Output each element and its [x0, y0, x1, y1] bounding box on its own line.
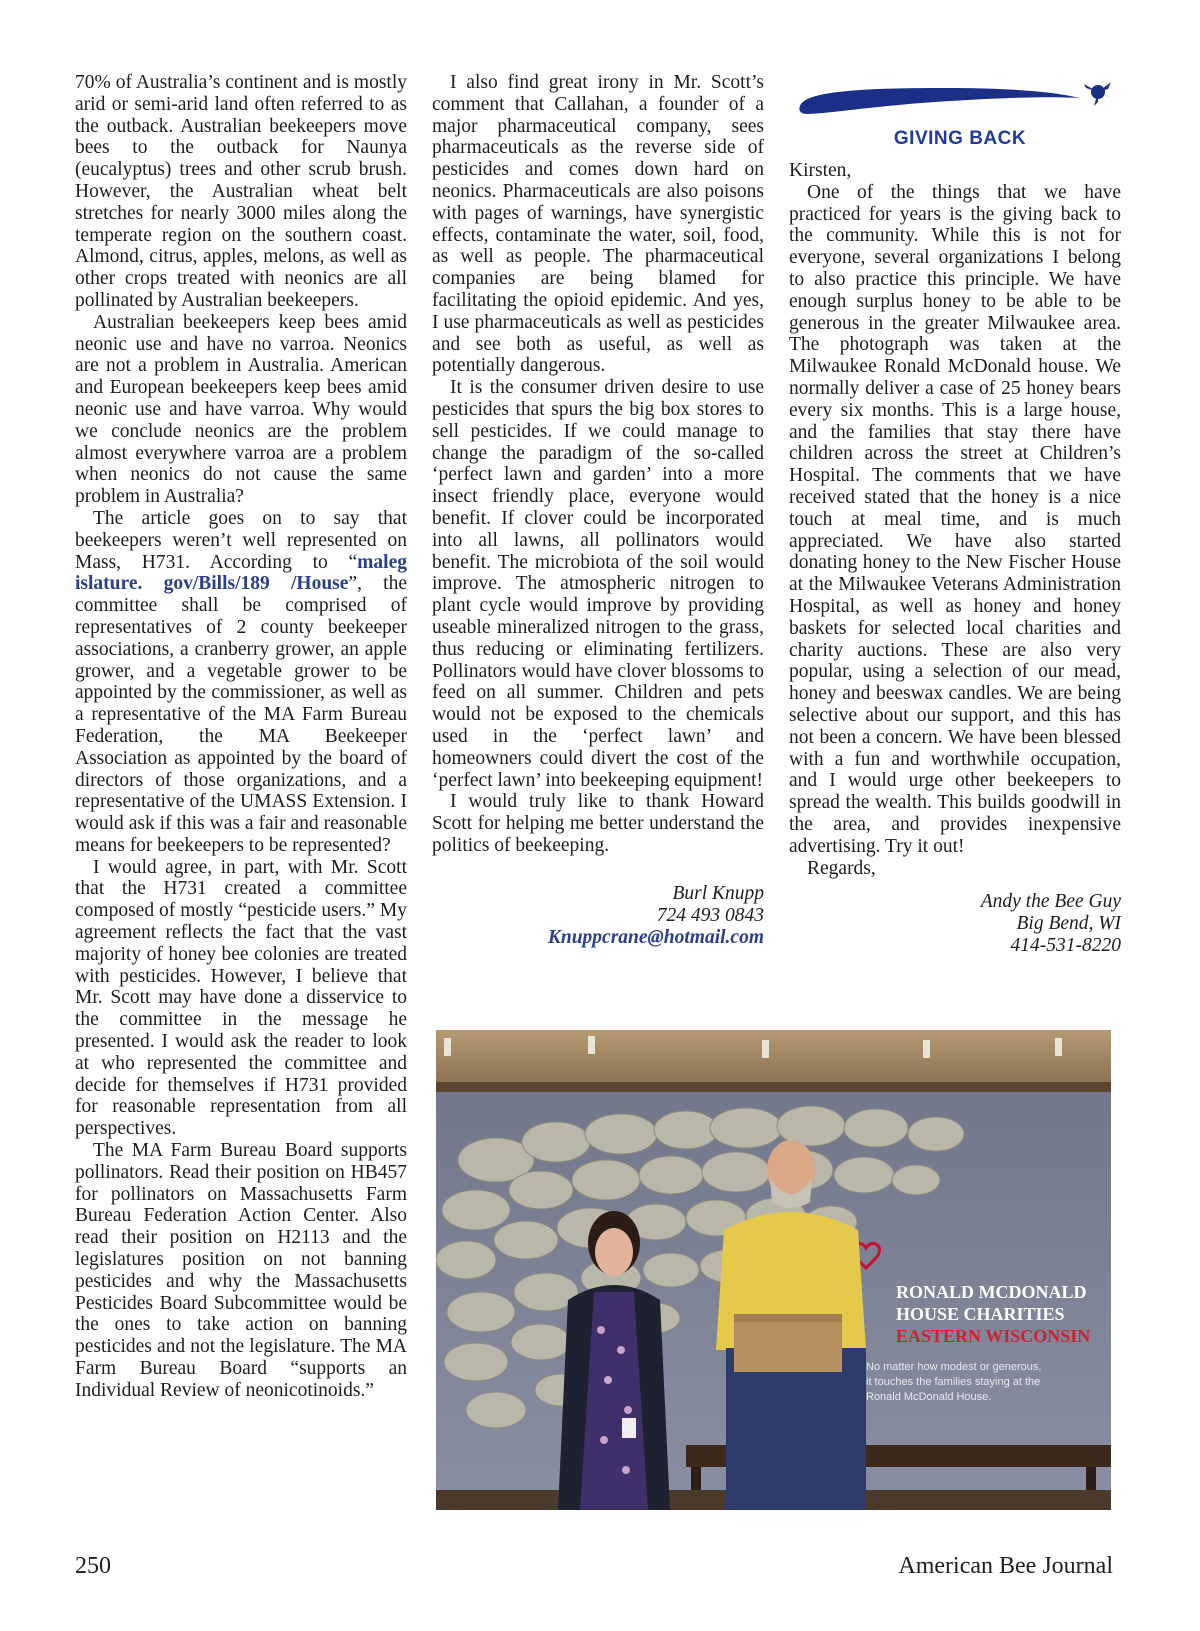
article-column-3 [789, 160, 1121, 957]
sign-line-2: HOUSE CHARITIES [896, 1304, 1065, 1324]
sign-line-1: RONALD MCDONALD [896, 1282, 1087, 1302]
signature-burl-knupp [432, 883, 764, 949]
giving-back-header [795, 74, 1125, 154]
article-column-1 [75, 72, 407, 1402]
page-number: 250 [75, 1553, 111, 1579]
journal-name: American Bee Journal [898, 1553, 1113, 1579]
paragraph: Australian beekeepers keep bees amid neonic use and have no varroa. Neonics are not a problem in Australia. American and European beekeepers keep bees amid neonic use and have varroa. Why would we conclude neonics are the problem almost everywhere varroa are a problem when neonics do not cause the same problem in Australia? [75, 311, 407, 508]
legislature-link[interactable]: maleg islature. gov/Bills/189 /House [75, 551, 407, 595]
salutation: Kirsten, [789, 160, 852, 181]
paragraph-text: ”, the committee shall be comprised of representatives of 2 county beekeeper associations, a cranberry grower, an apple grower, and a vegetable grower to be appointed by the commissioner, as well as a representative of the MA Farm Bureau Federation, the MA Beekeeper Association as appointed by the board of directors of those organizations, and a representative of the UMASS Extension. I would ask if this was a fair and reasonable means for beekeepers to be represented? [75, 573, 408, 856]
paragraph-text: The article goes on to say that beekeepers weren’t well represented on Mass, H731. According to “ [75, 507, 407, 573]
brush-stroke-bee-icon [795, 74, 1125, 124]
signature-andy [789, 891, 1121, 957]
paragraph: One of the things that we have practiced for years is the giving back to the community. While this is not for everyone, several organizations I belong to also practice this principle. We have enough surplus honey to be able to be generous in the greater Milwaukee area. The photograph was taken at the Milwaukee Ronald McDonald house. We normally deliver a case of 25 honey bears every six months. This is a large house, and the families that stay there have children across the street at Children’s Hospital. The comments that we have received stated that the honey is a nice touch at meal time, and is much appreciated. We have also started donating honey to the New Fischer House at the Milwaukee Veterans Administration Hospital, as well as honey and honey baskets for selected local charities and charity auctions. These are also very popular, using a selection of our mead, honey and beeswax candles. We are being selective about our support, and this has not been a concern. We have been blessed with a fun and worthwhile occupation, and I would urge other beekeepers to spread the wealth. This builds goodwill in the area, and provides inexpensive advertising. Try it out! [789, 181, 1121, 857]
sign-tagline-1: No matter how modest or generous, [866, 1361, 1042, 1373]
signature-location: Big Bend, WI [1016, 913, 1121, 935]
paragraph: 70% of Australia’s continent and is mostly arid or semi-arid land often referred to as the outback. Australian beekeepers move bees to the outback for Naunya (eucalyptus) trees and other scrub brush. However, the Australian wheat belt stretches for nearly 3000 miles along the temperate region on the southern coast. Almond, citrus, apples, melons, as well as other crops treated with neonics are all pollinated by Australian beekeepers. [75, 72, 407, 311]
signature-name: Andy the Bee Guy [980, 891, 1121, 913]
paragraph: I would agree, in part, with Mr. Scott that the H731 created a committee composed of mostly “pesticide users.” My agreement reflects the fact that the vast majority of honey bee colonies are treated with pesticides. However, I believe that Mr. Scott may have done a disservice to the committee in the message he presented. I would ask the reader to look at who represented the committee and decide for themselves if H731 provided for reasonable representation from all perspectives. [75, 856, 407, 1140]
paragraph: I would truly like to thank Howard Scott for helping me better understand the politics of beekeeping. [432, 791, 764, 856]
section-title: GIVING BACK [893, 128, 1027, 149]
signature-phone: 414-531-8220 [1010, 935, 1121, 957]
sign-tagline-3: Ronald McDonald House. [866, 1391, 992, 1403]
paragraph: The MA Farm Bureau Board supports pollinators. Read their position on HB457 for pollinators on Massachusetts Farm Bureau Federation Action Center. Also read their position on H2113 and the legislatures position on not banning pesticides and why the Massachusetts Pesticides Board Subcommittee would be the ones to take action on banning pesticides and not the legislature. The MA Farm Bureau Board “supports an Individual Review of neonicotinoids.” [75, 1140, 407, 1401]
signature-phone: 724 493 0843 [656, 904, 764, 926]
sign-tagline-2: it touches the families staying at the [866, 1376, 1041, 1388]
photo-illustration [436, 1030, 1111, 1510]
signature-name: Burl Knupp [672, 882, 764, 904]
ronald-mcdonald-house-photo [436, 1030, 1111, 1510]
paragraph: I also find great irony in Mr. Scott’s comment that Callahan, a founder of a major pharmaceutical company, sees pharmaceuticals as the reverse side of pesticides and comes down hard on neonics. Pharmaceuticals are also poisons with pages of warnings, have synergistic effects, contaminate the water, soil, food, as well as people. The pharmaceutical companies are being blamed for facilitating the opioid epidemic. And yes, I use pharmaceuticals as well as pesticides and see both as useful, as well as potentially dangerous. [432, 72, 764, 377]
article-column-2 [432, 72, 764, 949]
paragraph [75, 508, 407, 857]
closing: Regards, [807, 857, 876, 879]
signature-email-link[interactable]: Knuppcrane@hotmail.com [547, 926, 764, 948]
sign-line-3: EASTERN WISCONSIN [896, 1326, 1091, 1346]
paragraph: It is the consumer driven desire to use pesticides that spurs the big box stores to sell pesticides. If we could manage to change the paradigm of the so-called ‘perfect lawn and garden’ into a more insect friendly place, everyone would benefit. If clover could be incorporated into all lawns, all pollinators would benefit. The microbiota of the soil would improve. The atmospheric nitrogen to plant cycle would improve by providing useable mineralized nitrogen to the grass, thus reducing or eliminating fertilizers. Pollinators would have clover blossoms to feed on all summer. Children and pets would not be exposed to the chemicals used in the ‘perfect lawn’ and homeowners could divert the cost of the ‘perfect lawn’ into beekeeping equipment! [432, 377, 764, 791]
